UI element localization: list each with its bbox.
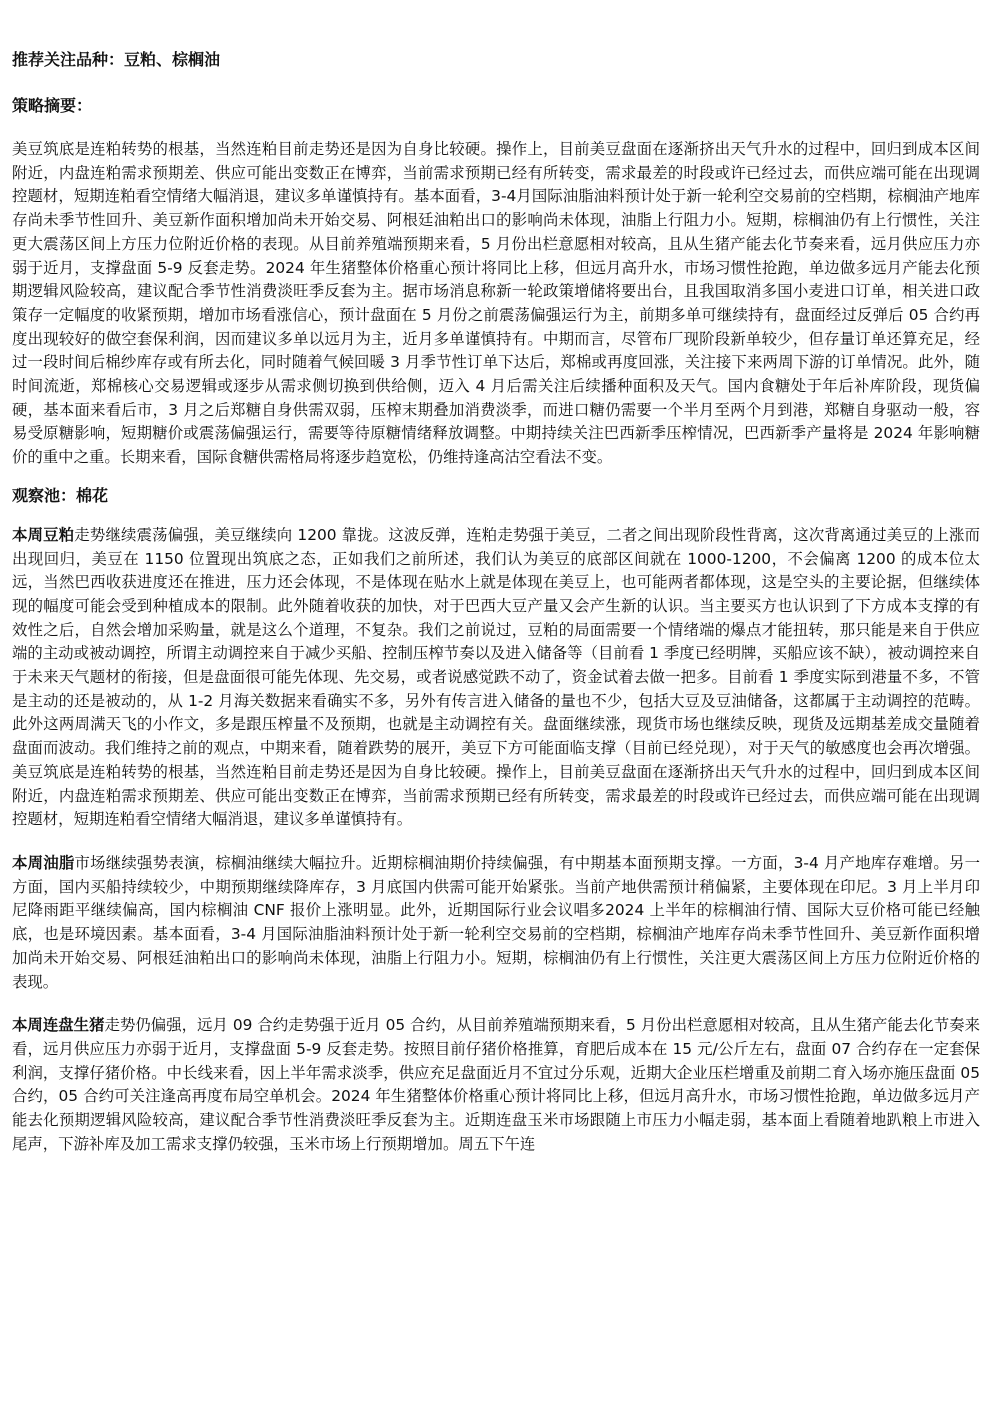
section-lead: 本周连盘生猪 <box>12 1016 105 1035</box>
section-soymeal <box>12 524 980 832</box>
summary-paragraph: 美豆筑底是连粕转势的根基，当然连粕目前走势还是因为自身比较硬。操作上，目前美豆盘面在逐渐挤出天气升水的过程中，回归到成本区间附近，内盘连粕需求预期差、供应可能出变数正在博弈，当前需求预期已经有所转变，需求最差的时段或许已经过去，而供应端可能在出现调控题材，短期连粕看空情绪大幅消退，建议多单谨慎持有。基本面看，3-4月国际油脂油料预计处于新一轮利空交易前的空档期，棕榈油产地库存尚未季节性回升、美豆新作面积增加尚未开始交易、阿根廷油粕出口的影响尚未体现，油脂上行阻力小。短期，棕榈油仍有上行惯性，关注更大震荡区间上方压力位附近价格的表现。从目前养殖端预期来看，5 月份出栏意愿相对较高，且从生猪产能去化节奏来看，远月供应压力亦弱于近月，支撑盘面 5-9 反套走势。2024 年生猪整体价格重心预计将同比上移，但远月高升水，市场习惯性抢跑，单边做多远月产能去化预期逻辑风险较高，建议配合季节性消费淡旺季反套为主。据市场消息称新一轮政策增储将要出台，且我国取消多国小麦进口订单，相关进口政策存一定幅度的收紧预期，增加市场看涨信心，预计盘面在 5 月份之前震荡偏强运行为主，前期多单可继续持有，盘面经过反弹后 05 合约再度出现较好的做空套保利润，因而建议多单以远月为主，近月多单谨慎持有。中期而言，尽管布厂现阶段新单较少，但存量订单还算充足，经过一段时间后棉纱库存或有所去化，同时随着气候回暖 3 月季节性订单下达后，郑棉或再度回涨，关注接下来两周下游的订单情况。此外，随时间流逝，郑棉核心交易逻辑或逐步从需求侧切换到供给侧，迈入 4 月后需关注后续播种面积及天气。国内食糖处于年后补库阶段，现货偏硬，基本面来看后市，3 月之后郑糖自身供需双弱，压榨末期叠加消费淡季，而进口糖仍需要一个半月至两个月到港，郑糖自身驱动一般，容易受原糖影响，短期糖价或震荡偏强运行，需要等待原糖情绪释放调整。中期持续关注巴西新季压榨情况，巴西新季产量将是 2024 年影响糖价的重中之重。长期来看，国际食糖供需格局将逐步趋宽松，仍维持逢高沽空看法不变。 <box>12 140 980 467</box>
section-text: 市场继续强势表演，棕榈油继续大幅拉升。近期棕榈油期价持续偏强，有中期基本面预期支撑。一方面，3-4 月产地库存难增。另一方面，国内买船持续较少，中期预期继续降库存，3 月底国内供需可能开始紧张。当前产地供需预计稍偏紧，主要体现在印尼。3 月上半月印尼降雨距平继续偏高，国内棕榈油 CNF 报价上涨明显。此外，近期国际行业会议唱多2024 上半年的棕榈油行情、国际大豆价格可能已经触底，也是环境因素。基本面看，3-4 月国际油脂油料预计处于新一轮利空交易前的空档期，棕榈油产地库存尚未季节性回升、美豆新作面积增加尚未开始交易、阿根廷油粕出口的影响尚未体现，油脂上行阻力小。短期，棕榈油仍有上行惯性，关注更大震荡区间上方压力位附近价格的表现。 <box>12 853 980 991</box>
section-text: 走势仍偏强，远月 09 合约走势强于近月 05 合约，从目前养殖端预期来看，5 月份出栏意愿相对较高，且从生猪产能去化节奏来看，远月供应压力亦弱于近月，支撑盘面 5-9 反套走势。按照目前仔猪价格推算，育肥后成本在 15 元/公斤左右，盘面 07 合约存在一定套保利润，支撑仔猪价格。中长线来看，因上半年需求淡季，供应充足盘面近月不宜过分乐观，近期大企业压栏增重及前期二育入场亦施压盘面 05 合约，05 合约可关注逢高再度布局空单机会。2024 年生猪整体价格重心预计将同比上移，但远月高升水，市场习惯性抢跑，单边做多远月产能去化预期逻辑风险较高，建议配合季节性消费淡旺季反套为主。近期连盘玉米市场跟随上市压力小幅走弱，基本面上看随着地趴粮上市进入尾声，下游补库及加工需求支撑仍较强，玉米市场上行预期增加。周五下午连 <box>12 1016 980 1153</box>
summary-heading: 策略摘要： <box>12 96 93 115</box>
section-lead: 本周豆粕 <box>12 525 75 544</box>
focus-heading: 推荐关注品种：豆粕、棕榈油 <box>12 50 221 69</box>
section-lead: 本周油脂 <box>12 853 75 872</box>
section-hogs <box>12 1014 980 1156</box>
section-oils <box>12 852 980 994</box>
watch-heading: 观察池：棉花 <box>12 485 109 505</box>
section-text: 走势继续震荡偏强，美豆继续向 1200 靠拢。这波反弹，连粕走势强于美豆，二者之间出现阶段性背离，这次背离通过美豆的上涨而出现回归，美豆在 1150 位置现出筑底之态，正如我们之前所述，我们认为美豆的底部区间就在 1000-1200，不会偏离 1200 的成本位太远，当然巴西收获进度还在推进，压力还会体现，不是体现在贴水上就是体现在美豆上，也可能两者都体现，这是空头的主要论据，但继续体现的幅度可能会受到种植成本的限制。此外随着收获的加快，对于巴西大豆产量又会产生新的认识。当主要买方也认识到了下方成本支撑的有效性之后，自然会增加采购量，就是这么个道理，不复杂。我们之前说过，豆粕的局面需要一个情绪端的爆点才能扭转，那只能是来自于供应端的主动或被动调控，所谓主动调控来自于减少买船、控制压榨节奏以及进入储备等（目前看 1 季度已经明牌，买船应该不缺），被动调控来自于未来天气题材的衔接，但是盘面很可能先体现、先交易，或者说感觉跌不动了，资金试着去做一把多。目前看 1 季度实际到港量不多，不管是主动的还是被动的，从 1-2 月海关数据来看确实不多，另外有传言进入储备的量也不少，包括大豆及豆油储备，这都属于主动调控的范畴。此外这两周满天飞的小作文，多是跟压榨量不及预期，也就是主动调控有关。盘面继续涨，现货市场也继续反映，现货及远期基差成交量随着盘面而波动。我们维持之前的观点，中期来看，随着跌势的展开，美豆下方可能面临支撑（目前已经兑现），对于天气的敏感度也会再次增强。美豆筑底是连粕转势的根基，当然连粕目前走势还是因为自身比较硬。操作上，目前美豆盘面在逐渐挤出天气升水的过程中，回归到成本区间附近，内盘连粕需求预期差、供应可能出变数正在博弈，当前需求预期已经有所转变，需求最差的时段或许已经过去，而供应端可能在出现调控题材，短期连粕看空情绪大幅消退，建议多单谨慎持有。 <box>12 525 980 829</box>
